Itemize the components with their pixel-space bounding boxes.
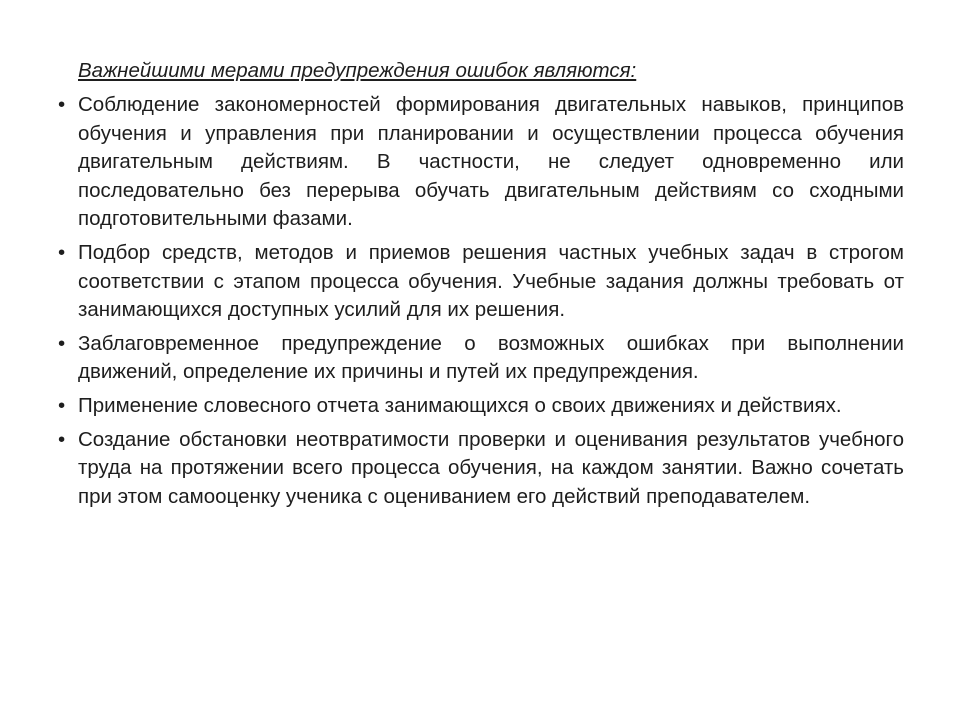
bullet-list: [58, 91, 904, 511]
bullet-icon: •: [58, 240, 66, 264]
bullet-item: [58, 426, 904, 512]
bullet-icon: •: [58, 331, 66, 355]
bullet-item: [58, 330, 904, 387]
bullet-text: Создание обстановки неотвратимости проверки и оценивания результатов учебного труда на протяжении всего процесса обучения, на каждом занятии. Важно сочетать при этом самооценку ученика с оцениванием его действий преподавателем.: [78, 427, 904, 508]
bullet-text: Применение словесного отчета занимающихся о своих движениях и действиях.: [78, 393, 842, 417]
bullet-text: Соблюдение закономерностей формирования двигательных навыков, принципов обучения и управления при планировании и осуществлении процесса обучения двигательным действиям. В частности, не следует одновременно или последовательно без перерыва обучать двигательным действиям со сходными подготовительными фазами.: [78, 93, 904, 231]
bullet-text: Заблаговременное предупреждение о возможных ошибках при выполнении движений, определение их причины и путей их предупреждения.: [78, 331, 904, 384]
slide-content: [58, 56, 904, 516]
bullet-icon: •: [58, 427, 66, 451]
bullet-item: [58, 392, 904, 421]
bullet-item: [58, 91, 904, 234]
bullet-icon: •: [58, 93, 66, 116]
slide-heading: Важнейшими мерами предупреждения ошибок являются:: [78, 59, 637, 82]
bullet-item: [58, 239, 904, 325]
bullet-icon: •: [58, 393, 66, 417]
bullet-text: Подбор средств, методов и приемов решения частных учебных задач в строгом соответствии с этапом процесса обучения. Учебные задания должны требовать от занимающихся доступных усилий для их решения.: [78, 240, 904, 322]
